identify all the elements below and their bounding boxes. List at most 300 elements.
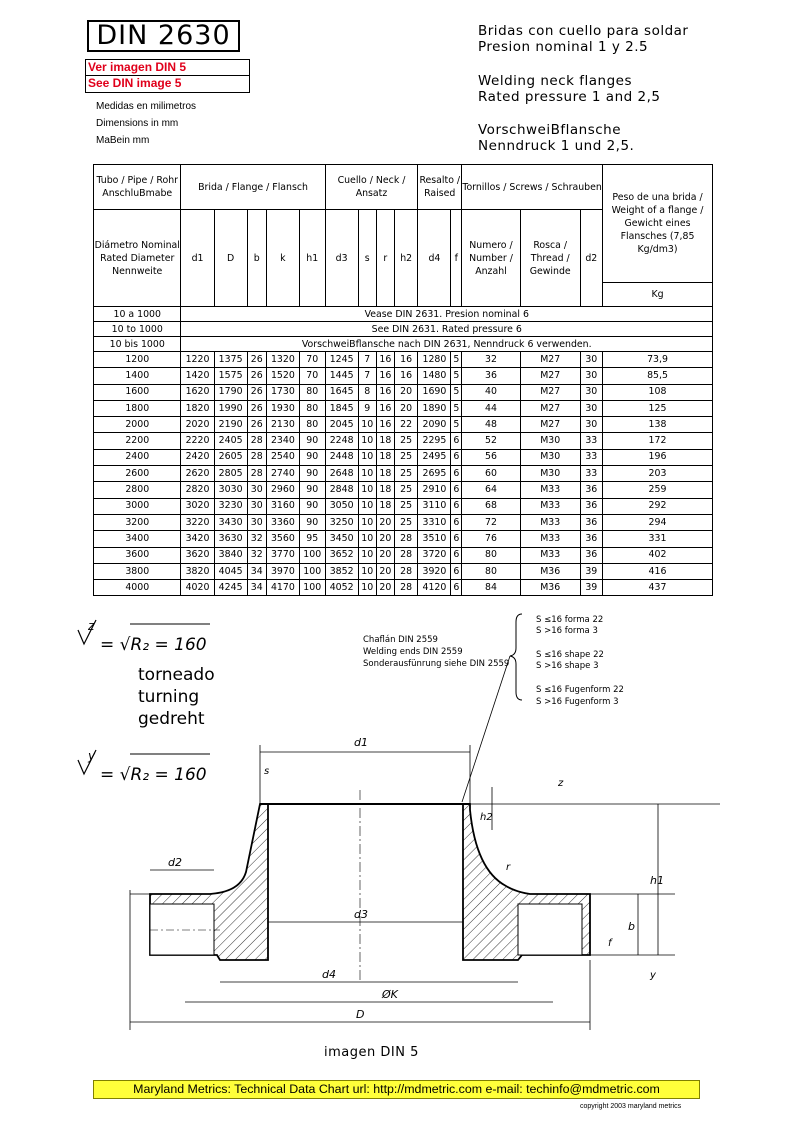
table-cell: 10 [358,547,376,563]
table-cell: 1645 [325,384,358,400]
group-pipe: Tubo / Pipe / Rohr AnschluBmabe [94,165,181,210]
table-cell: 100 [299,547,325,563]
col-h2: h2 [394,210,417,307]
col-D: D [214,210,247,307]
table-cell: 60 [462,466,521,482]
table-row [94,449,713,465]
shape-note-5: S ≤16 Fugenform 22 [536,685,624,695]
table-cell: 2090 [418,417,451,433]
table-cell: 6 [451,580,462,596]
footer-banner[interactable]: Maryland Metrics: Technical Data Chart url: http://mdmetric.com e-mail: techinfo@mdmetric.com [93,1080,700,1099]
table-row [94,400,713,416]
table-cell: 2420 [181,449,214,465]
table-cell: 3970 [266,563,299,579]
table-cell: 5 [451,384,462,400]
see-image-en[interactable]: See DIN image 5 [88,76,182,90]
table-cell: 8 [358,384,376,400]
table-cell: 18 [376,466,394,482]
table-cell: M36 [520,580,580,596]
table-row [94,482,713,498]
roughness-z-symbol: z [88,619,95,633]
label-d4: d4 [322,968,336,981]
table-cell: M27 [520,400,580,416]
table-cell: 4000 [94,580,181,596]
units-de: MaBein mm [96,135,150,146]
table-cell: 40 [462,384,521,400]
table-cell: 2200 [94,433,181,449]
table-cell: 26 [247,417,266,433]
table-cell: 90 [299,514,325,530]
table-cell: 20 [394,400,417,416]
table-cell: M33 [520,531,580,547]
table-row [94,498,713,514]
table-cell: 10 [358,498,376,514]
weld-note-de: Sonderausfünrung siehe DIN 2559 [363,659,510,669]
table-cell: 3820 [181,563,214,579]
table-cell: 1480 [418,368,451,384]
table-cell: 6 [451,449,462,465]
table-cell: 3000 [94,498,181,514]
table-cell: 76 [462,531,521,547]
table-cell: 3770 [266,547,299,563]
table-cell: M30 [520,433,580,449]
table-cell: 18 [376,498,394,514]
table-cell: 34 [247,563,266,579]
table-cell: 2805 [214,466,247,482]
table-cell: 72 [462,514,521,530]
table-cell: 16 [376,400,394,416]
table-cell: 2540 [266,449,299,465]
table-cell: 2020 [181,417,214,433]
roughness-y-formula [78,749,210,785]
shape-note-1: S ≤16 forma 22 [536,615,604,625]
table-cell: 28 [247,449,266,465]
table-cell: 70 [299,368,325,384]
table-cell: 33 [580,449,602,465]
table-cell: 3310 [418,514,451,530]
table-cell: 10 [358,417,376,433]
table-cell: 1620 [181,384,214,400]
table-cell: 32 [247,547,266,563]
table-cell: 2295 [418,433,451,449]
table-cell: 3250 [325,514,358,530]
table-cell: 1890 [418,400,451,416]
table-cell: 100 [299,580,325,596]
table-cell: 2045 [325,417,358,433]
heading-en-1: Welding neck flanges [478,73,632,89]
table-cell: 80 [299,400,325,416]
table-cell: 10 [358,531,376,547]
label-d3: d3 [354,908,368,921]
table-cell: 25 [394,449,417,465]
table-cell: 2600 [94,466,181,482]
label-k: ØK [382,988,398,1001]
table-cell: M27 [520,368,580,384]
table-cell: 6 [451,547,462,563]
table-cell: 1200 [94,352,181,368]
table-cell: 16 [376,384,394,400]
table-cell: 4045 [214,563,247,579]
table-cell: 1400 [94,368,181,384]
table-cell: 3050 [325,498,358,514]
shape-note-3: S ≤16 shape 22 [536,650,604,660]
label-r: r [506,862,511,873]
table-cell: 90 [299,466,325,482]
table-cell: 2220 [181,433,214,449]
heading-en-2: Rated pressure 1 and 2,5 [478,89,661,105]
col-r: r [376,210,394,307]
table-cell: 28 [394,547,417,563]
table-cell: 1375 [214,352,247,368]
col-nominal-diameter: Diámetro Nominal Rated Diameter Nennweite [94,210,181,307]
col-number: Numero / Number / Anzahl [462,210,521,307]
table-cell: 3400 [94,531,181,547]
table-cell: 2605 [214,449,247,465]
table-cell: 108 [603,384,713,400]
table-cell: 10 [358,563,376,579]
table-cell: 3852 [325,563,358,579]
table-cell: 16 [376,368,394,384]
table-row [94,352,713,368]
table-cell: 1600 [94,384,181,400]
table-cell: 3160 [266,498,299,514]
table-cell: 1845 [325,400,358,416]
table-cell: 2248 [325,433,358,449]
roughness-z-formula [78,619,210,655]
table-cell: 28 [394,580,417,596]
table-cell: 16 [394,352,417,368]
table-cell: 33 [580,466,602,482]
table-cell: 3200 [94,514,181,530]
table-cell: 1280 [418,352,451,368]
table-cell: 26 [247,352,266,368]
table-cell: 30 [580,368,602,384]
table-cell: 292 [603,498,713,514]
col-d1: d1 [181,210,214,307]
heading-es-1: Bridas con cuello para soldar [478,23,689,39]
table-cell: 30 [247,498,266,514]
table-cell: 22 [394,417,417,433]
table-cell: 80 [299,384,325,400]
table-cell: 36 [580,498,602,514]
table-cell: 203 [603,466,713,482]
table-cell: 5 [451,352,462,368]
table-cell: 9 [358,400,376,416]
turning-de: gedreht [138,709,205,729]
table-cell: 36 [580,531,602,547]
table-cell: M27 [520,417,580,433]
table-cell: 18 [376,482,394,498]
note-text: See DIN 2631. Rated pressure 6 [181,322,713,337]
table-cell: 30 [247,514,266,530]
label-d1: d1 [354,736,368,749]
table-cell: 2910 [418,482,451,498]
units-es: Medidas en milimetros [96,101,197,112]
table-cell: 402 [603,547,713,563]
turning-en: turning [138,687,200,707]
table-cell: 3230 [214,498,247,514]
flange-section [130,790,675,980]
table-cell: 2400 [94,449,181,465]
table-cell: 1520 [266,368,299,384]
table-cell: 5 [451,417,462,433]
table-cell: M36 [520,563,580,579]
table-cell: 3720 [418,547,451,563]
table-cell: M33 [520,547,580,563]
table-cell: 196 [603,449,713,465]
group-raised: Resalto / Raised [418,165,462,210]
table-cell: M30 [520,449,580,465]
table-row [94,433,713,449]
see-image-es[interactable]: Ver imagen DIN 5 [86,60,249,76]
table-cell: 1220 [181,352,214,368]
table-cell: 25 [394,482,417,498]
table-cell: 90 [299,498,325,514]
table-cell: 20 [376,580,394,596]
table-cell: M33 [520,514,580,530]
table-cell: 2405 [214,433,247,449]
table-cell: 36 [580,482,602,498]
table-cell: 172 [603,433,713,449]
table-cell: 2000 [94,417,181,433]
table-row [94,580,713,596]
table-cell: 6 [451,482,462,498]
table-body [94,307,713,596]
col-h1: h1 [299,210,325,307]
table-cell: 3110 [418,498,451,514]
table-cell: 2190 [214,417,247,433]
table-cell: 28 [247,466,266,482]
table-cell: 1820 [181,400,214,416]
table-cell: 90 [299,449,325,465]
table-cell: 1445 [325,368,358,384]
table-cell: 6 [451,466,462,482]
table-cell: 1930 [266,400,299,416]
table-cell: 28 [394,531,417,547]
table-cell: 3560 [266,531,299,547]
note-row [94,337,713,352]
heading-de-1: VorschweiBflansche [478,122,622,138]
table-cell: 4170 [266,580,299,596]
table-cell: 3620 [181,547,214,563]
note-range: 10 bis 1000 [94,337,181,352]
table-cell: 3030 [214,482,247,498]
table-cell: 56 [462,449,521,465]
table-cell: 2740 [266,466,299,482]
table-cell: 3600 [94,547,181,563]
table-cell: 84 [462,580,521,596]
table-cell: 3450 [325,531,358,547]
table-row [94,514,713,530]
table-cell: 2448 [325,449,358,465]
table-cell: 26 [247,384,266,400]
table-cell: 294 [603,514,713,530]
table-cell: 30 [580,384,602,400]
table-cell: 20 [376,531,394,547]
table-cell: 39 [580,580,602,596]
table-cell: 2495 [418,449,451,465]
table-cell: 3652 [325,547,358,563]
table-cell: 30 [580,417,602,433]
table-cell: 44 [462,400,521,416]
table-cell: 36 [580,547,602,563]
table-cell: 1690 [418,384,451,400]
table-cell: 1320 [266,352,299,368]
col-weight-unit: Kg [603,283,713,307]
table-cell: 3800 [94,563,181,579]
table-cell: 5 [451,400,462,416]
col-s: s [358,210,376,307]
table-cell: 20 [376,514,394,530]
table-cell: 2800 [94,482,181,498]
table-cell: 4245 [214,580,247,596]
table-cell: 18 [376,433,394,449]
copyright: copyright 2003 maryland metrics [580,1103,682,1110]
note-row [94,322,713,337]
table-cell: M33 [520,482,580,498]
label-b: b [628,920,635,933]
table-cell: 2695 [418,466,451,482]
table-cell: 20 [376,547,394,563]
col-f: f [451,210,462,307]
table-cell: 16 [376,417,394,433]
label-f: f [608,938,612,949]
group-weight: Peso de una brida / Weight of a flange / Gewicht eines Flansches (7,85 Kg/dm3) [603,165,713,283]
col-b: b [247,210,266,307]
units-en: Dimensions in mm [96,118,179,129]
table-cell: 25 [394,498,417,514]
table-cell: 48 [462,417,521,433]
table-cell: 4052 [325,580,358,596]
table-cell: 10 [358,433,376,449]
table-cell: 26 [247,368,266,384]
weld-note-es: Chaflán DIN 2559 [363,635,438,645]
table-cell: 437 [603,580,713,596]
table-cell: 3920 [418,563,451,579]
note-text: VorschweiBflansche nach DIN 2631, Nenndruck 6 verwenden. [181,337,713,352]
table-cell: 36 [462,368,521,384]
table-cell: 125 [603,400,713,416]
table-cell: 10 [358,514,376,530]
table-cell: 18 [376,449,394,465]
shape-note-4: S >16 shape 3 [536,661,599,671]
table-cell: 100 [299,563,325,579]
table-cell: 30 [580,352,602,368]
table-cell: 138 [603,417,713,433]
col-d4: d4 [418,210,451,307]
table-cell: 2620 [181,466,214,482]
page-title: DIN 2630 [87,20,240,52]
table-cell: 4120 [418,580,451,596]
table-cell: 80 [462,563,521,579]
table-cell: M30 [520,466,580,482]
table-cell: 5 [451,368,462,384]
table-cell: 2648 [325,466,358,482]
roughness-z-value: = √R₂ = 160 [100,635,207,655]
col-thread: Rosca / Thread / Gewinde [520,210,580,307]
table-cell: 3420 [181,531,214,547]
col-k: k [266,210,299,307]
table-cell: 68 [462,498,521,514]
table-cell: 16 [376,352,394,368]
dimensions-table [93,164,713,596]
table-cell: 36 [580,514,602,530]
table-cell: 1800 [94,400,181,416]
label-y: y [650,970,656,981]
group-bolts: Tornillos / Screws / Schrauben [462,165,603,210]
table-cell: 1245 [325,352,358,368]
table-cell: 30 [247,482,266,498]
table-cell: 32 [247,531,266,547]
table-cell: 80 [462,547,521,563]
label-s: s [264,766,270,777]
table-cell: 25 [394,433,417,449]
label-h2: h2 [480,812,493,823]
table-cell: 28 [394,563,417,579]
label-D: D [356,1008,365,1021]
table-cell: 1575 [214,368,247,384]
table-row [94,466,713,482]
table-cell: 25 [394,514,417,530]
table-cell: 7 [358,352,376,368]
note-range: 10 a 1000 [94,307,181,322]
table-cell: 2340 [266,433,299,449]
note-row [94,307,713,322]
col-d2: d2 [580,210,602,307]
table-cell: 6 [451,531,462,547]
table-cell: 3220 [181,514,214,530]
table-row [94,417,713,433]
table-cell: 3840 [214,547,247,563]
label-z: z [558,778,564,789]
table-cell: M27 [520,384,580,400]
table-cell: 3510 [418,531,451,547]
table-cell: 64 [462,482,521,498]
col-d3: d3 [325,210,358,307]
table-cell: 6 [451,563,462,579]
table-row [94,384,713,400]
table-cell: 3630 [214,531,247,547]
table-cell: 259 [603,482,713,498]
table-cell: 1420 [181,368,214,384]
table-cell: 20 [376,563,394,579]
table-cell: 3020 [181,498,214,514]
see-image-box[interactable] [85,59,250,93]
table-cell: 7 [358,368,376,384]
table-cell: 2820 [181,482,214,498]
turning-es: torneado [138,665,215,685]
table-cell: 2960 [266,482,299,498]
roughness-y-symbol: y [88,749,96,763]
heading-es-2: Presion nominal 1 y 2.5 [478,39,649,55]
table-cell: 20 [394,384,417,400]
table-cell: 416 [603,563,713,579]
table-cell: 10 [358,482,376,498]
table-cell: 6 [451,514,462,530]
table-cell: 90 [299,433,325,449]
group-flange: Brida / Flange / Flansch [181,165,325,210]
table-cell: 6 [451,498,462,514]
table-row [94,563,713,579]
table-cell: 2848 [325,482,358,498]
dimension-lines [130,745,720,1030]
table-cell: 10 [358,580,376,596]
table-cell: 85,5 [603,368,713,384]
table-cell: 39 [580,563,602,579]
note-range: 10 to 1000 [94,322,181,337]
table-cell: 10 [358,449,376,465]
roughness-y-value: = √R₂ = 160 [100,765,207,785]
